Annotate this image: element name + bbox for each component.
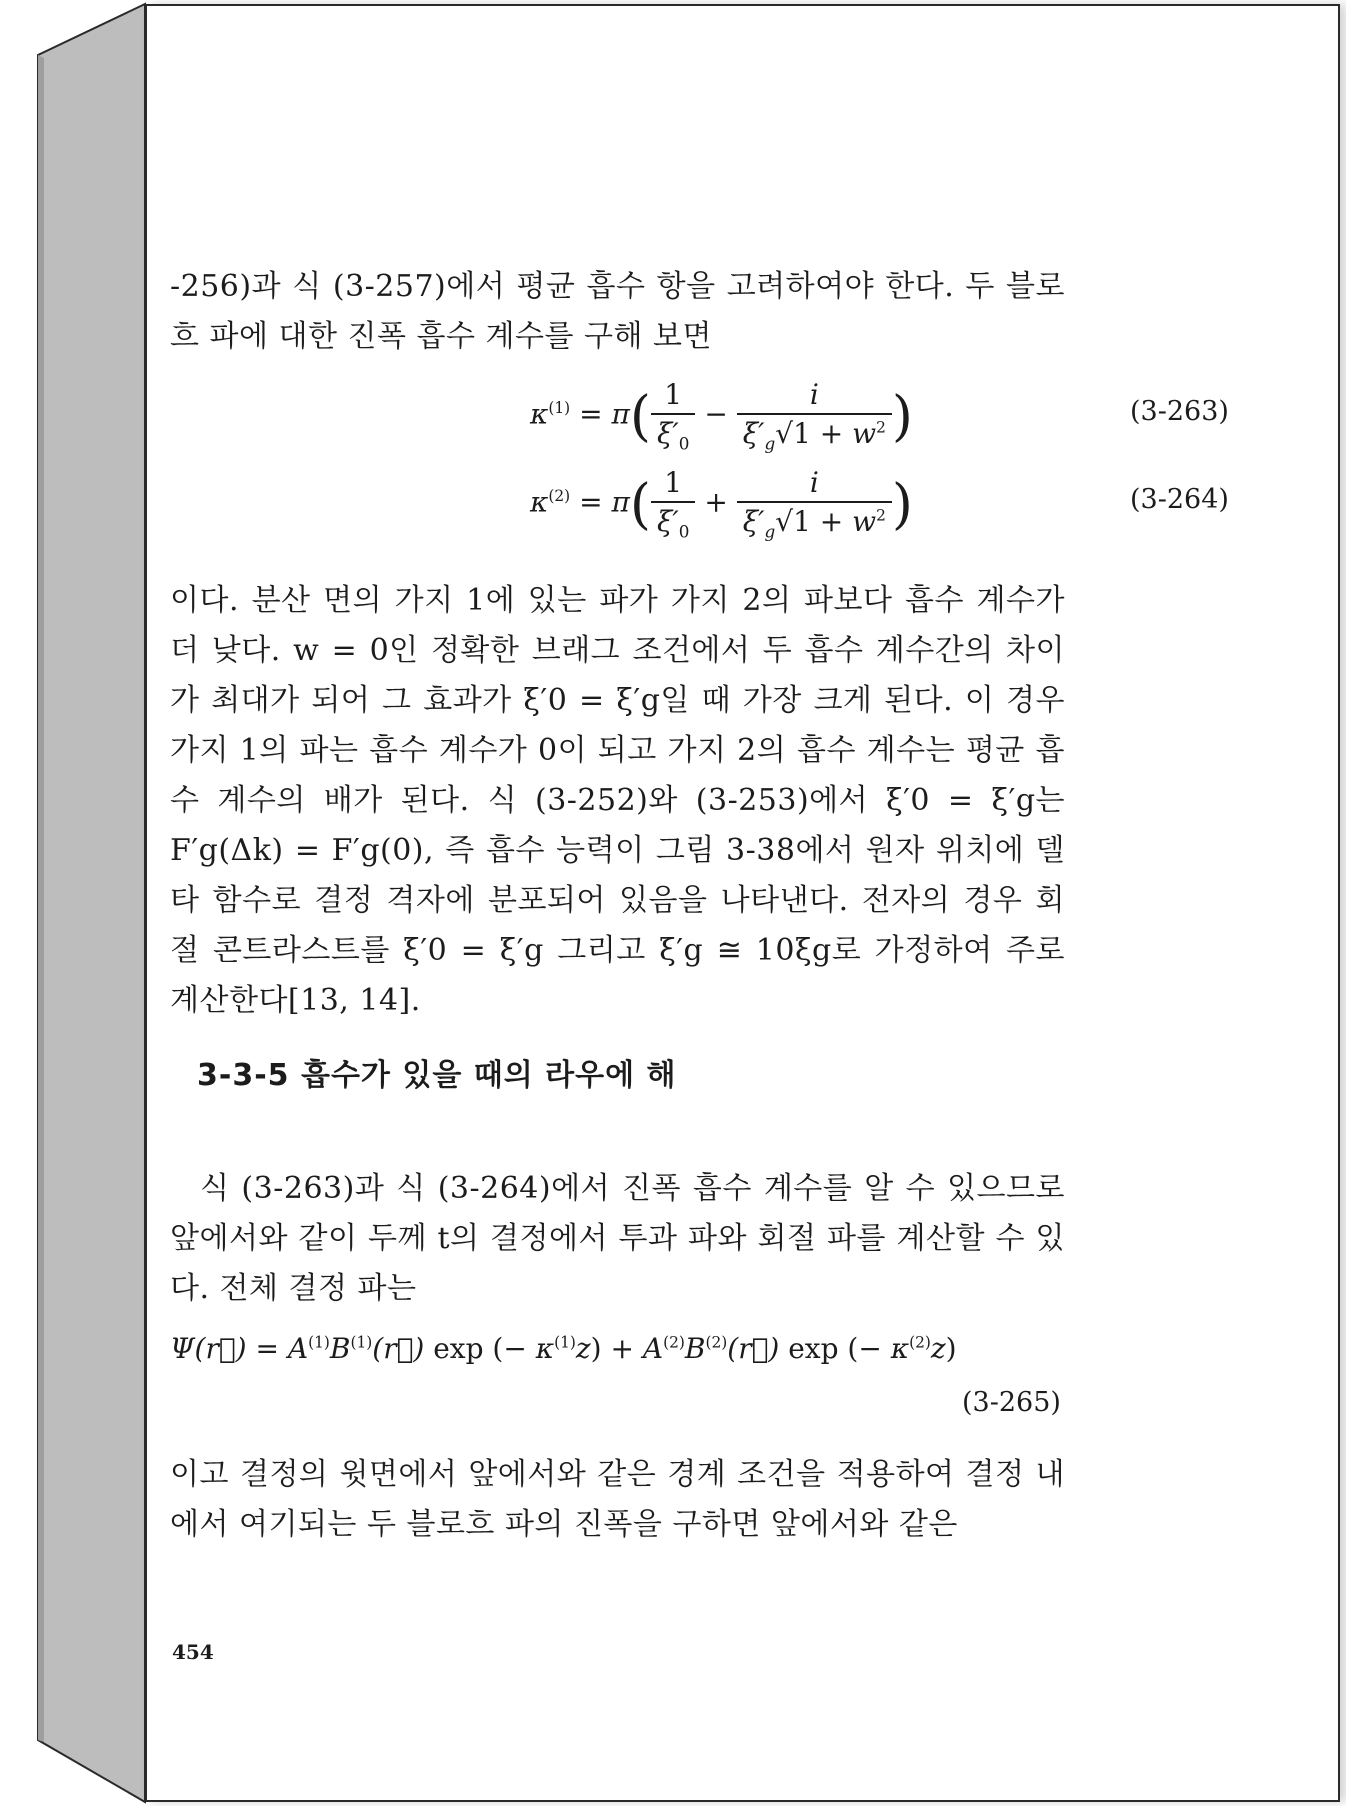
equation-3-263 [170,378,1229,458]
paragraph-3: 식 (3-263)과 식 (3-264)에서 진폭 흡수 계수를 알 수 있으므로 앞에서와 같이 두께 t의 결정에서 투과 파와 회절 파를 계산할 수 있다. 전체 결정 파는 [170,1171,1065,1306]
paragraph-2: 이다. 분산 면의 가지 1에 있는 파가 가지 2의 파보다 흡수 계수가 더 낮다. w = 0인 정확한 브래그 조건에서 두 흡수 계수간의 차이가 최대가 되어 그 효과가 ξ′0 = ξ′g일 때 가장 크게 된다. 이 경우 가지 1의 파는 흡수 계수가 0이 되고 가지 2의 흡수 계수는 평균 흡수 계수의 배가 된다. 식 (3-252)와 (3-253)에서 ξ′0 = ξ′g는 F′g(Δk) = F′g(0), 즉 흡수 능력이 그림 3-38에서 원자 위치에 델타 함수로 결정 격자에 분포되어 있음을 나타낸다. 전자의 경우 회절 콘트라스트를 ξ′0 = ξ′g 그리고 ξ′g ≅ 10ξg로 가정하여 주로 계산한다[13, 14]. [170,583,1065,1018]
equation-body: $\kappa^{(2)} = \pi$( $\frac{1}{\xi'_0}$ + $\frac{i}{\xi'_g√1 + w^2}$ ) [530,466,913,542]
equation-number: (3-265) [962,1387,1061,1418]
paragraph-1: -256)과 식 (3-257)에서 평균 흡수 항을 고려하여야 한다. 두 블로흐 파에 대한 진폭 흡수 계수를 구해 보면 [170,269,1065,354]
book-spine [0,0,150,1806]
paragraph-4: 이고 결정의 윗면에서 앞에서와 같은 경계 조건을 적용하여 결정 내에서 여기되는 두 블로흐 파의 진폭을 구하면 앞에서와 같은 [170,1457,1065,1542]
equation-number: (3-263) [1130,396,1229,427]
page-number: 454 [172,1640,214,1664]
equation-3-264 [170,466,1229,546]
section-heading: 3-3-5 흡수가 있을 때의 라우에 해 [197,1058,677,1093]
equation-3-265: Ψ(r⃗) = $A^{(1)}B^{(1)}(r⃗)$ exp (− $\kappa^{(1)}z$) + $A^{(2)}B^{(2)}(r⃗)$ exp (− $\kappa^{(2)}z$) [170,1332,957,1365]
equation-number: (3-264) [1130,484,1229,515]
equation-body: $\kappa^{(1)} = \pi$( $\frac{1}{\xi'_0}$ − $\frac{i}{\xi'_g√1 + w^2}$ ) [530,378,913,454]
